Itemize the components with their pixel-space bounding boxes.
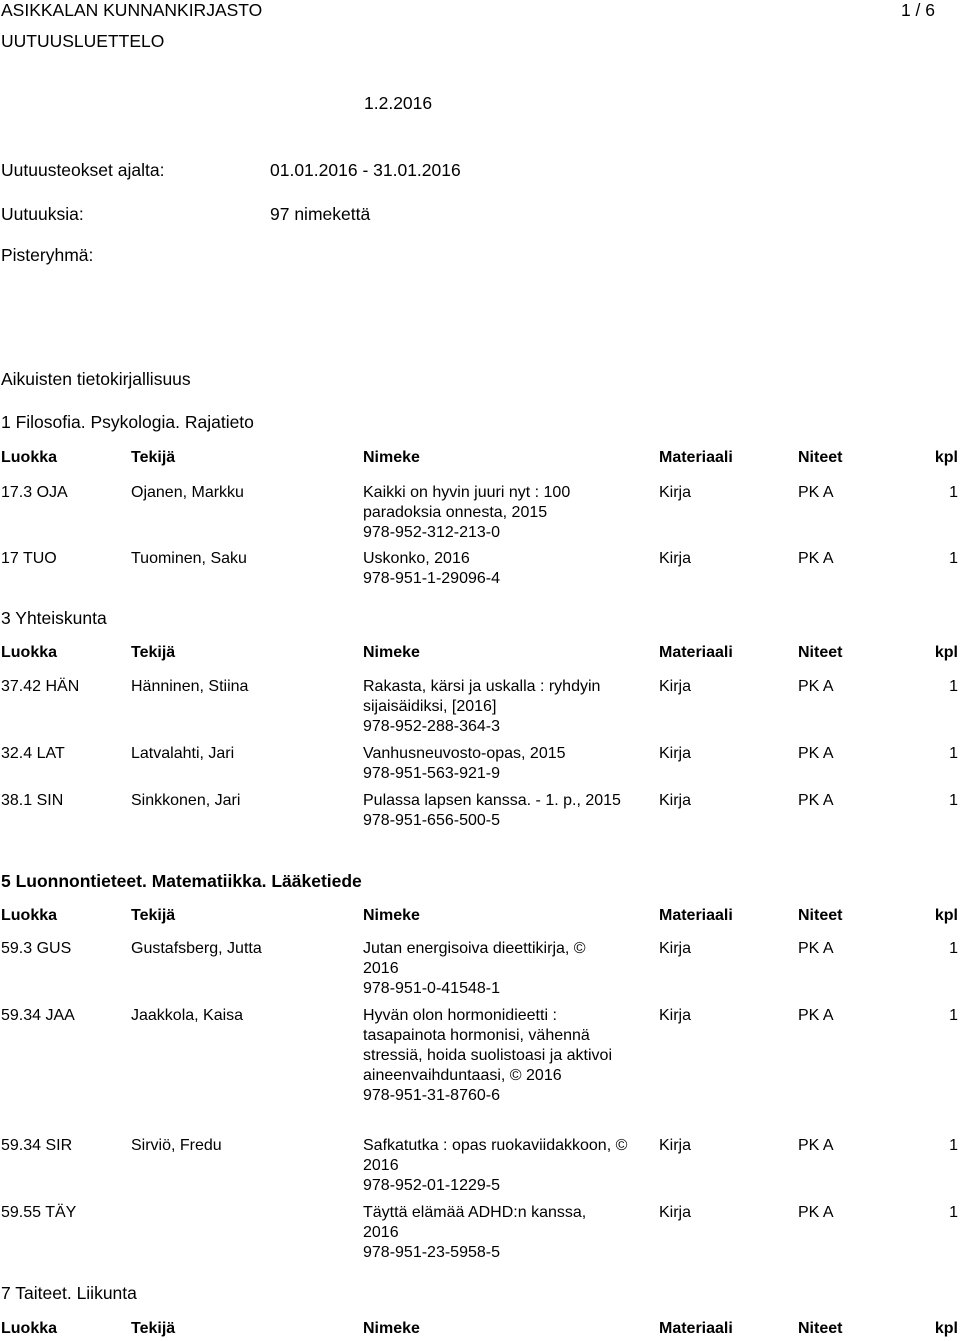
row-materiaali: Kirja — [659, 484, 692, 501]
row-title: Vanhusneuvosto-opas, 2015 — [363, 745, 566, 762]
row-nimeke — [363, 1136, 643, 1196]
row-nimeke — [363, 677, 648, 737]
col-nimeke: Nimeke — [363, 644, 420, 661]
row-luokka: 17.3 OJA — [1, 484, 68, 501]
row-isbn: 978-951-563-921-9 — [363, 765, 500, 782]
row-materiaali: Kirja — [659, 678, 692, 695]
row-materiaali: Kirja — [659, 550, 692, 567]
col-tekija: Tekijä — [131, 449, 176, 466]
row-title: Uskonko, 2016 — [363, 550, 470, 567]
col-kpl: kpl — [934, 1320, 958, 1337]
page-number: 1 / 6 — [900, 0, 935, 20]
row-niteet: PK A — [798, 484, 834, 501]
col-materiaali: Materiaali — [659, 449, 733, 466]
row-niteet: PK A — [798, 1204, 834, 1221]
row-isbn: 978-952-288-364-3 — [363, 718, 500, 735]
row-tekija: Latvalahti, Jari — [131, 745, 235, 762]
col-niteet: Niteet — [798, 1320, 843, 1337]
row-title: Hyvän olon hormonidieetti : tasapainota hormonisi, vähennä stressiä, hoida suolistoasi ja aktivoi aineenvaihduntaasi, © 2016 — [363, 1007, 613, 1084]
row-nimeke — [363, 939, 623, 999]
row-title: Pulassa lapsen kanssa. - 1. p., 2015 — [363, 792, 621, 809]
col-niteet: Niteet — [798, 644, 843, 661]
row-niteet: PK A — [798, 1137, 834, 1154]
row-title: Täyttä elämää ADHD:n kanssa, 2016 — [363, 1204, 587, 1241]
row-niteet: PK A — [798, 745, 834, 762]
row-materiaali: Kirja — [659, 940, 692, 957]
col-materiaali: Materiaali — [659, 1320, 733, 1337]
row-title: Rakasta, kärsi ja uskalla : ryhdyin sijaisäidiksi, [2016] — [363, 678, 601, 715]
row-isbn: 978-951-23-5958-5 — [363, 1244, 500, 1261]
col-materiaali: Materiaali — [659, 907, 733, 924]
library-name: ASIKKALAN KUNNANKIRJASTO — [1, 0, 263, 20]
col-luokka: Luokka — [1, 449, 58, 466]
period-value: 01.01.2016 - 31.01.2016 — [270, 160, 461, 180]
row-kpl: 1 — [949, 940, 958, 957]
count-label: Uutuuksia: — [1, 204, 84, 224]
row-kpl: 1 — [949, 745, 958, 762]
row-tekija: Jaakkola, Kaisa — [131, 1007, 244, 1024]
row-title: Safkatutka : opas ruokaviidakkoon, © 2016 — [363, 1137, 628, 1174]
list-title: UUTUUSLUETTELO — [1, 31, 165, 51]
row-tekija: Ojanen, Markku — [131, 484, 244, 501]
row-nimeke — [363, 1006, 643, 1106]
col-kpl: kpl — [934, 449, 958, 466]
col-tekija: Tekijä — [131, 1320, 176, 1337]
row-tekija: Sirviö, Fredu — [131, 1137, 222, 1154]
row-luokka: 32.4 LAT — [1, 745, 65, 762]
row-tekija: Sinkkonen, Jari — [131, 792, 241, 809]
row-title: Kaikki on hyvin juuri nyt : 100 paradoksia onnesta, 2015 — [363, 484, 571, 521]
row-kpl: 1 — [949, 484, 958, 501]
col-materiaali: Materiaali — [659, 644, 733, 661]
col-luokka: Luokka — [1, 1320, 58, 1337]
row-isbn: 978-952-312-213-0 — [363, 524, 500, 541]
row-materiaali: Kirja — [659, 1137, 692, 1154]
row-materiaali: Kirja — [659, 1007, 692, 1024]
row-nimeke — [363, 1203, 623, 1263]
count-value: 97 nimekettä — [270, 204, 371, 224]
row-nimeke — [363, 483, 648, 543]
row-luokka: 59.34 JAA — [1, 1007, 75, 1024]
col-niteet: Niteet — [798, 449, 843, 466]
group-label: Pisteryhmä: — [1, 245, 94, 265]
col-tekija: Tekijä — [131, 644, 176, 661]
row-tekija: Gustafsberg, Jutta — [131, 940, 262, 957]
table-header — [0, 448, 960, 468]
col-luokka: Luokka — [1, 644, 58, 661]
row-tekija: Tuominen, Saku — [131, 550, 247, 567]
row-isbn: 978-951-656-500-5 — [363, 812, 500, 829]
col-luokka: Luokka — [1, 907, 58, 924]
row-materiaali: Kirja — [659, 1204, 692, 1221]
section-title: 3 Yhteiskunta — [1, 608, 107, 628]
col-kpl: kpl — [934, 644, 958, 661]
report-date: 1.2.2016 — [364, 93, 433, 113]
col-nimeke: Nimeke — [363, 907, 420, 924]
table-header — [0, 906, 960, 926]
table-header — [0, 1319, 960, 1339]
category-title: Aikuisten tietokirjallisuus — [1, 369, 191, 389]
col-nimeke: Nimeke — [363, 449, 420, 466]
section-title: 1 Filosofia. Psykologia. Rajatieto — [1, 412, 254, 432]
row-nimeke — [363, 549, 648, 589]
section-title: 5 Luonnontieteet. Matematiikka. Lääketiede — [1, 871, 362, 891]
section-title: 7 Taiteet. Liikunta — [1, 1283, 137, 1303]
row-kpl: 1 — [949, 678, 958, 695]
row-nimeke — [363, 744, 648, 784]
row-materiaali: Kirja — [659, 792, 692, 809]
row-kpl: 1 — [949, 1204, 958, 1221]
row-isbn: 978-951-0-41548-1 — [363, 980, 500, 997]
row-niteet: PK A — [798, 1007, 834, 1024]
row-materiaali: Kirja — [659, 745, 692, 762]
row-title: Jutan energisoiva dieettikirja, © 2016 — [363, 940, 586, 977]
row-luokka: 59.34 SIR — [1, 1137, 73, 1154]
row-luokka: 17 TUO — [1, 550, 57, 567]
col-kpl: kpl — [934, 907, 958, 924]
row-isbn: 978-951-31-8760-6 — [363, 1087, 500, 1104]
row-niteet: PK A — [798, 678, 834, 695]
period-label: Uutuusteokset ajalta: — [1, 160, 165, 180]
row-niteet: PK A — [798, 550, 834, 567]
row-isbn: 978-951-1-29096-4 — [363, 570, 500, 587]
row-nimeke — [363, 791, 663, 831]
row-kpl: 1 — [949, 1137, 958, 1154]
row-kpl: 1 — [949, 1007, 958, 1024]
row-tekija: Hänninen, Stiina — [131, 678, 249, 695]
row-niteet: PK A — [798, 792, 834, 809]
col-niteet: Niteet — [798, 907, 843, 924]
row-luokka: 37.42 HÄN — [1, 678, 80, 695]
row-luokka: 59.3 GUS — [1, 940, 72, 957]
table-header — [0, 643, 960, 663]
row-isbn: 978-952-01-1229-5 — [363, 1177, 500, 1194]
row-kpl: 1 — [949, 792, 958, 809]
row-luokka: 38.1 SIN — [1, 792, 64, 809]
col-tekija: Tekijä — [131, 907, 176, 924]
row-kpl: 1 — [949, 550, 958, 567]
row-niteet: PK A — [798, 940, 834, 957]
row-luokka: 59.55 TÄY — [1, 1204, 77, 1221]
col-nimeke: Nimeke — [363, 1320, 420, 1337]
